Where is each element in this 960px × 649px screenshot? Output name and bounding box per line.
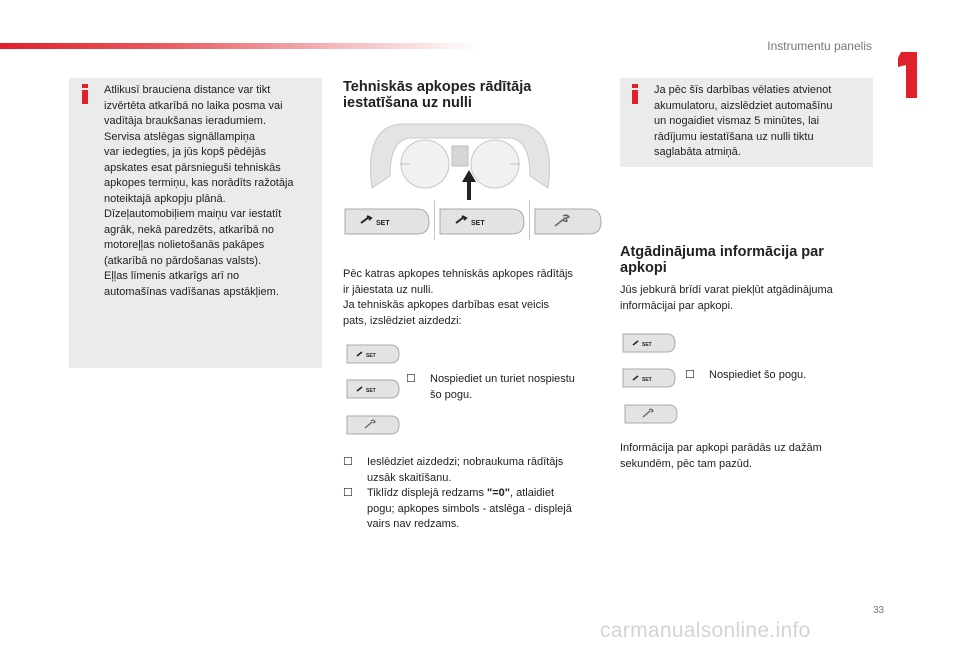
reminder-outro-text: Informācija par apkopi parādās uz dažām sekundēm, pēc tam pazūd. [620, 442, 822, 470]
set-label: SET [642, 342, 652, 348]
set-button-small [621, 367, 677, 389]
set-button-small [345, 343, 401, 365]
watermark: carmanualsonline.info [600, 619, 811, 642]
set-button-small [621, 332, 677, 354]
bullet-arrow-icon: ☐ [343, 487, 353, 499]
wrench-button-illustration [533, 206, 603, 236]
reminder-intro-text: Jūs jebkurā brīdī varat piekļūt atgādinājuma informācijai par apkopi. [620, 284, 833, 312]
page-header-title: Instrumentu panelis [767, 39, 872, 53]
step-press-button: ☐ Nospiediet šo pogu. [685, 368, 894, 384]
set-label: SET [376, 220, 390, 227]
set-label: SET [642, 377, 652, 383]
set-button-small [345, 378, 401, 400]
chapter-color-bar [0, 43, 480, 49]
bullet-arrow-icon: ☐ [343, 456, 353, 468]
page-number: 33 [873, 605, 885, 616]
divider [529, 200, 530, 240]
set-label: SET [471, 220, 485, 227]
set-button-illustration [343, 206, 431, 236]
set-button-illustration [438, 206, 526, 236]
step-release: ☐ Tiklīdz displejā redzams "=0", atlaidiet pogu; apkopes simbols - atslēga - displejā vairs nav redzams. [343, 487, 572, 530]
instrument-cluster-illustration [360, 118, 560, 198]
wrench-button-small [623, 403, 679, 425]
step-press-hold: ☐ Nospiediet un turiet nospiestu šo pogu. [406, 373, 575, 401]
info-text-battery: Ja pēc šīs darbības vēlaties atvienot akumulatoru, aizslēdziet automašīnu un nogaidiet vismaz 5 minūtes, lai rādījumu iestatīšana uz nulli tiktu saglabāta atmiņā. [654, 84, 833, 158]
set-label: SET [366, 353, 376, 359]
divider [434, 200, 435, 240]
section-heading-reset: Tehniskās apkopes rādītāja iestatīšana uz nulli [343, 79, 532, 111]
step-ignition: ☐ Ieslēdziet aizdedzi; nobraukuma rādītājs uzsāk skaitīšanu. [343, 456, 564, 484]
chapter-number-graphic [895, 52, 921, 98]
info-text-distance: Atlikusī brauciena distance var tikt izvērtēta atkarībā no laika posma vai vadītāja braukšanas ieradumiem. Servisa atslēgas signāllampiņa var iedegties, ja jūs kopš pēdējās apskates esat pārsnieguši tehniskās apkopes termiņu, kas norādīts ražotāja noteiktajā apkopju plānā. Dīzeļautomobiļiem maiņu var iestatīt agrāk, nekā paredzēts, atkarībā no motoreļļas nolietošanās pakāpes (atkarībā no pārdošanas valsts). Eļļas līmenis atkarīgs arī no automašīnas vadīšanas apstākļiem. [104, 84, 294, 298]
bullet-arrow-icon: ☐ [406, 373, 416, 385]
wrench-button-small [345, 414, 401, 436]
section-heading-reminder: Atgādinājuma informācija par apkopi [620, 244, 824, 276]
set-label: SET [366, 388, 376, 394]
bullet-arrow-icon: ☐ [685, 369, 695, 381]
pointer-arrow-icon [462, 170, 476, 200]
reset-intro-text: Pēc katras apkopes tehniskās apkopes rādītājs ir jāiestata uz nulli. Ja tehniskās apkopes darbības esat veicis pats, izslēdziet aizdedzi: [343, 268, 573, 327]
